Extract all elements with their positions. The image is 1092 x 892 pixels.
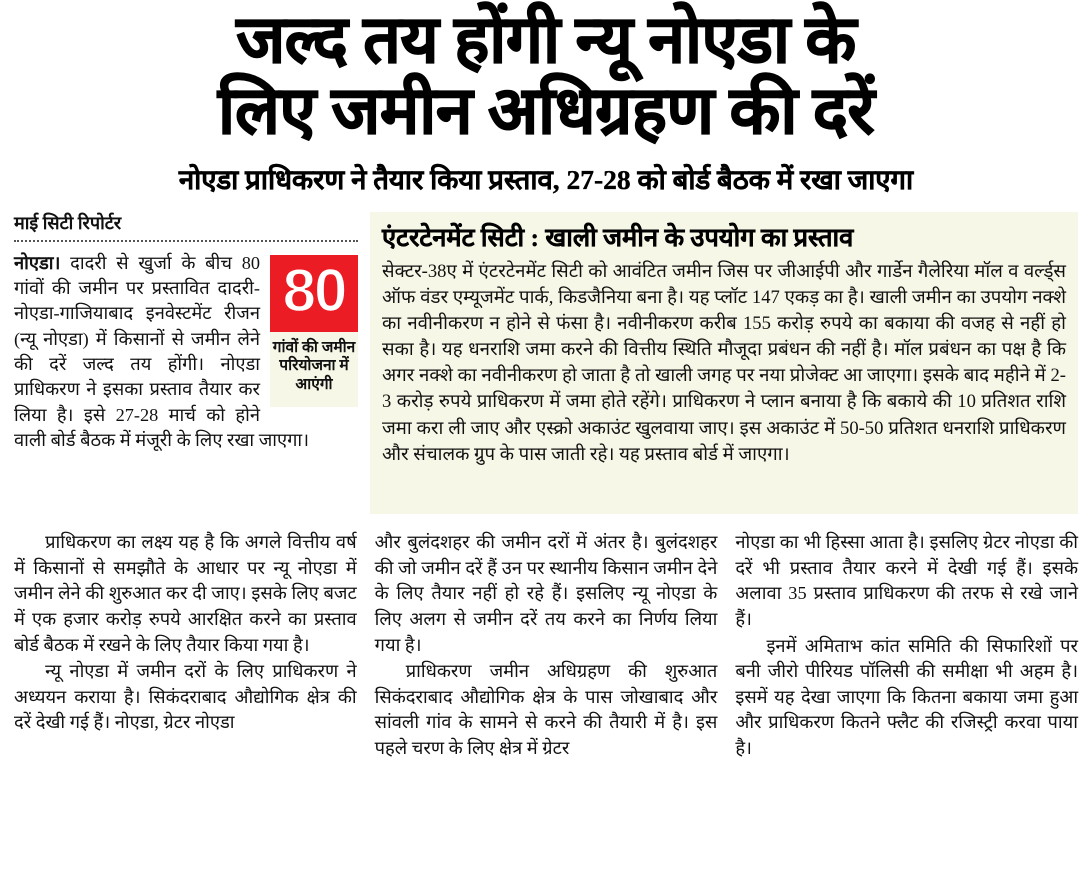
page-title <box>14 6 1078 147</box>
callout-box <box>270 255 358 408</box>
column-2 <box>375 530 718 761</box>
column-3 <box>735 530 1078 761</box>
lead-column <box>14 212 370 453</box>
column-2-paragraph-2: प्राधिकरण जमीन अधिग्रहण की शुरुआत सिकंदराबाद औद्योगिक क्षेत्र के पास जोखाबाद और सांवली गांव के सामने से करने की तैयारी में है। इस पहले चरण के लिए क्षेत्र में ग्रेटर <box>374 661 718 759</box>
column-3-paragraph-1: नोएडा का भी हिस्सा आता है। इसलिए ग्रेटर नोएडा की दरें भी प्रस्ताव तैयार करने में देखी गई हैं। इसके अलावा 35 प्रस्ताव प्राधिकरण की तरफ से रखे जाने हैं। <box>735 532 1079 630</box>
bottom-columns <box>0 514 1092 761</box>
column-1-paragraph-2: न्यू नोएडा में जमीन दरों के लिए प्राधिकरण ने अध्ययन कराया है। सिकंदराबाद औद्योगिक क्षेत्र की दरें देखी गई हैं। नोएडा, ग्रेटर नोएडा <box>14 661 357 733</box>
headline-line-1: जल्द तय होंगी न्यू नोएडा के <box>236 4 856 77</box>
column-1-paragraph-1: प्राधिकरण का लक्ष्य यह है कि अगले वित्तीय वर्ष में किसानों से समझौते के आधार पर न्यू नोएडा में जमीन लेने की शुरुआत कर दी जाए। इसके लिए बजट में एक हजार करोड़ रुपये आरक्षित करने का प्रस्ताव बोर्ड बैठक में रखने के लिए तैयार किया गया है। <box>14 532 357 655</box>
dateline: नोएडा। <box>14 252 61 273</box>
byline-divider <box>14 240 358 242</box>
lead-paragraph-text: दादरी से खुर्जा के बीच 80 गांवों की जमीन पर प्रस्तावित दादरी-नोएडा-गाजियाबाद इनवेस्टमेंट रीजन (न्यू नोएडा) में किसानों से जमीन लेने की दरें जल्द तय होंगी। नोएडा प्राधिकरण ने इसका प्रस्ताव तैयार कर लिया है। इसे 27-28 मार्च को होने वाली बोर्ड बैठक में मंजूरी के लिए रखा जाएगा। <box>14 252 310 451</box>
entertainment-city-panel <box>370 212 1078 514</box>
column-3-paragraph-2: इनमें अमिताभ कांत समिति की सिफारिशों पर बनी जीरो पीरियड पॉलिसी की समीक्षा भी अहम है। इसमें यह देखा जाएगा कि कितना बकाया जमा हुआ और प्राधिकरण कितने फ्लैट की रजिस्ट्री करवा पाया है। <box>735 635 1079 759</box>
byline: माई सिटी रिपोर्टर <box>14 213 122 234</box>
column-2-paragraph-1: और बुलंदशहर की जमीन दरों में अंतर है। बुलंदशहर की जो जमीन दरें हैं उन पर स्थानीय किसान जमीन देने के लिए तैयार नहीं हो रहे हैं। इसलिए न्यू नोएडा के लिए अलग से जमीन दरें तय करने का निर्णय लिया गया है। <box>374 532 718 655</box>
column-1 <box>14 530 357 761</box>
callout-caption: गांवों की जमीन परियोजना में आएंगी <box>272 338 356 394</box>
headline-line-2: लिए जमीन अधिग्रहण की दरें <box>218 74 874 148</box>
panel-body: सेक्टर-38ए में एंटरटेनमेंट सिटी को आवंटित जमीन जिस पर जीआईपी और गार्डेन गैलेरिया मॉल व वर्ल्ड्स ऑफ वंडर एम्यूजमेंट पार्क, किडजैनिया बना है। यह प्लॉट 147 एकड़ का है। खाली जमीन का उपयोग नक्शे का नवीनीकरण न होने से फंसा है। नवीनीकरण करीब 155 करोड़ रुपये का बकाया की वजह से नहीं हो सका है। यह धनराशि जमा करने की वित्तीय स्थिति मौजूदा प्रबंधन की नहीं है। मॉल प्रबंधन का पक्ष है कि अगर नक्शे का नवीनीकरण हो जाता है तो खाली जगह पर नया प्रोजेक्ट आ जाएगा। इसके बाद महीने में 2-3 करोड़ रुपये प्राधिकरण में जमा होते रहेंगे। प्राधिकरण ने प्लान बनाया है कि बकाये की 10 प्रतिशत राशि जमा करा ली जाए और एस्क्रो अकाउंट खुलवाया जाए। इस अकाउंट में 50-50 प्रतिशत धनराशि प्राधिकरण और संचालक ग्रुप के पास जाती रहे। यह प्रस्ताव बोर्ड में जाएगा। <box>382 261 1066 465</box>
callout-number: 80 <box>270 255 358 332</box>
subheadline: नोएडा प्राधिकरण ने तैयार किया प्रस्ताव, 27-28 को बोर्ड बैठक में रखा जाएगा <box>178 164 914 196</box>
top-section <box>0 212 1092 514</box>
panel-title: एंटरटेनमेंट सिटी : खाली जमीन के उपयोग का प्रस्ताव <box>382 223 854 253</box>
masthead <box>0 0 1092 196</box>
